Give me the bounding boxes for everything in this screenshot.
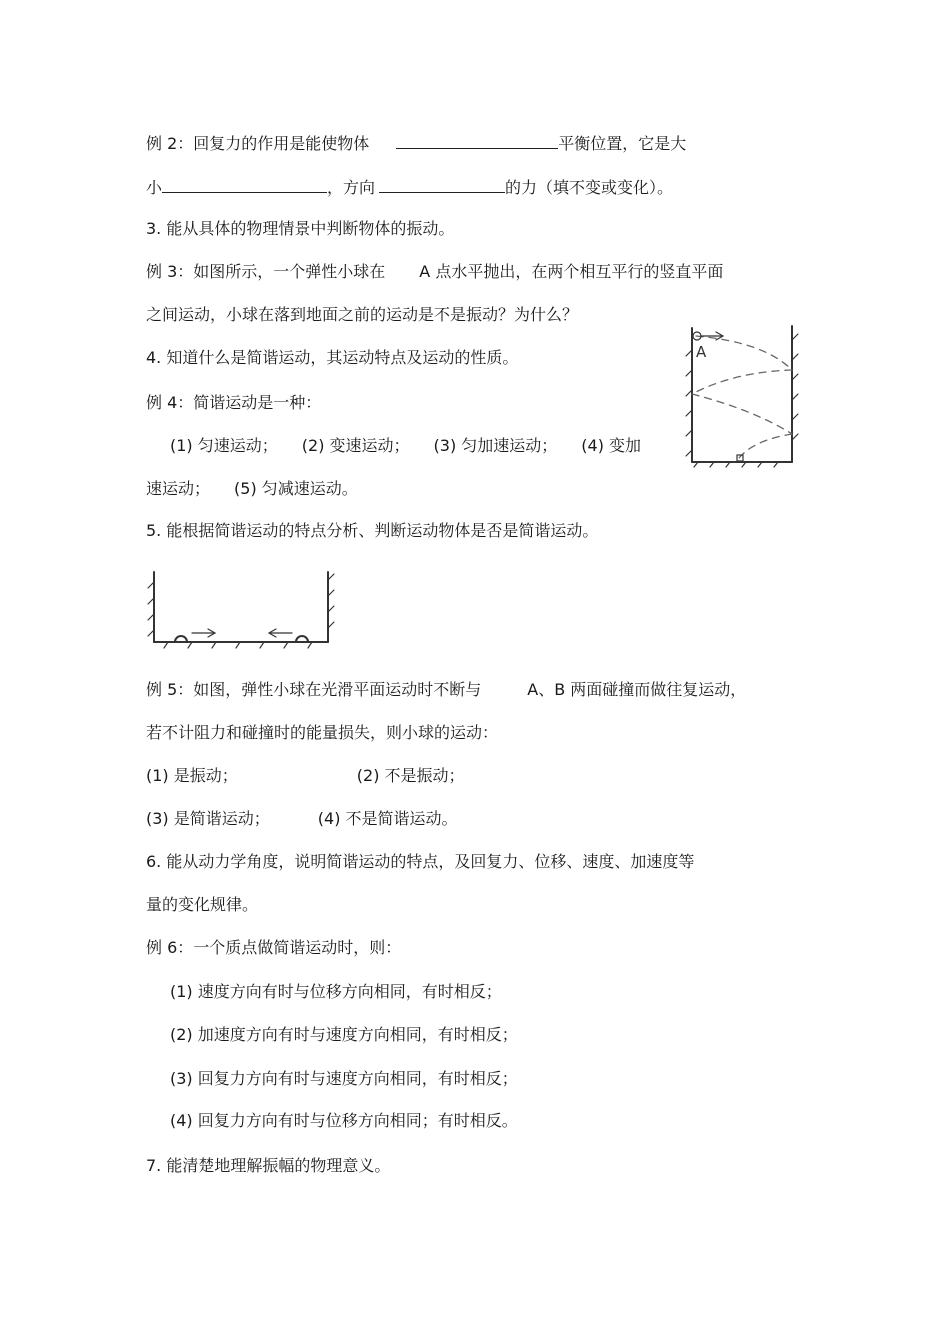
trajectory-segment-4 [739, 434, 792, 458]
example-6-option-3: (3) 回复力方向有时与速度方向相同，有时相反； [170, 1069, 518, 1088]
example-3-text-a: 例 3：如图所示，一个弹性小球在 [146, 262, 386, 281]
answer-blank-1[interactable] [396, 132, 558, 149]
example-5-line-2: 若不计阻力和碰撞时的能量损失，则小球的运动： [146, 723, 499, 742]
example-5-text-b: A、B 两面碰撞而做往复运动， [527, 680, 747, 699]
example-5-option-4: (4) 不是简谐运动。 [317, 809, 458, 828]
example-5-option-2: (2) 不是振动； [356, 766, 465, 785]
example-3-text-b: A 点水平抛出，在两个相互平行的竖直平面 [419, 262, 724, 281]
example-4-option-1: (1) 匀速运动； [170, 436, 278, 455]
example-2-text-b: 平衡位置，它是大 [558, 134, 687, 153]
item-6-line-1: 6. 能从动力学角度，说明简谐运动的特点，及回复力、位移、速度、加速度等 [146, 852, 695, 871]
example-5-line-1 [146, 679, 746, 701]
example-5-options-row-1 [146, 765, 465, 787]
example-2-text-a: 例 2：回复力的作用是能使物体 [146, 134, 370, 153]
example-5-text-a: 例 5：如图，弹性小球在光滑平面运动时不断与 [146, 680, 482, 699]
trajectory-segment-2 [692, 370, 792, 394]
example-6-question: 例 6：一个质点做简谐运动时，则： [146, 938, 402, 957]
trajectory-segment-3 [692, 394, 792, 434]
example-3-line-1 [146, 261, 723, 283]
example-4-option-4-cont: 速运动； [146, 479, 211, 498]
example-5-option-3: (3) 是简谐运动； [146, 809, 270, 828]
figure-ball-between-walls [684, 320, 804, 470]
example-4-option-2: (2) 变速运动； [301, 436, 410, 455]
answer-blank-2[interactable] [162, 176, 327, 193]
example-6-option-2: (2) 加速度方向有时与速度方向相同，有时相反； [170, 1025, 518, 1044]
example-6-option-1: (1) 速度方向有时与位移方向相同，有时相反； [170, 982, 502, 1001]
example-4-options-row [170, 435, 641, 457]
figure-ball-between-ab-walls [144, 566, 340, 656]
example-4-option-4: (4) 变加 [581, 436, 642, 455]
example-2-text-e: 的力（填不变或变化）。 [505, 178, 674, 197]
example-4-option-3: (3) 匀加速运动； [433, 436, 558, 455]
example-2-text-d: ，方向 [327, 178, 376, 197]
example-4-options-row-2 [146, 478, 358, 500]
example-2-line-2 [146, 176, 673, 199]
item-3-heading: 3. 能从具体的物理情景中判断物体的振动。 [146, 219, 455, 238]
item-5-heading: 5. 能根据简谐运动的特点分析、判断运动物体是否是简谐运动。 [146, 521, 599, 540]
example-4-option-5: (5) 匀减速运动。 [234, 479, 358, 498]
example-5-options-row-2 [146, 808, 458, 830]
example-6-option-4: (4) 回复力方向有时与位移方向相同；有时相反。 [170, 1111, 518, 1130]
item-4-heading: 4. 知道什么是简谐运动，其运动特点及运动的性质。 [146, 348, 519, 367]
example-2-line-1 [146, 132, 686, 155]
item-7-heading: 7. 能清楚地理解振幅的物理意义。 [146, 1156, 391, 1175]
answer-blank-3[interactable] [379, 176, 505, 193]
example-3-line-2: 之间运动，小球在落到地面之前的运动是不是振动？为什么？ [146, 305, 579, 324]
example-2-text-c: 小 [146, 178, 163, 197]
example-5-option-1: (1) 是振动； [146, 766, 238, 785]
point-a-label: A [696, 343, 707, 361]
example-4-question: 例 4：简谐运动是一种： [146, 393, 322, 412]
trajectory-segment-1 [696, 336, 792, 370]
item-6-line-2: 量的变化规律。 [146, 895, 259, 914]
